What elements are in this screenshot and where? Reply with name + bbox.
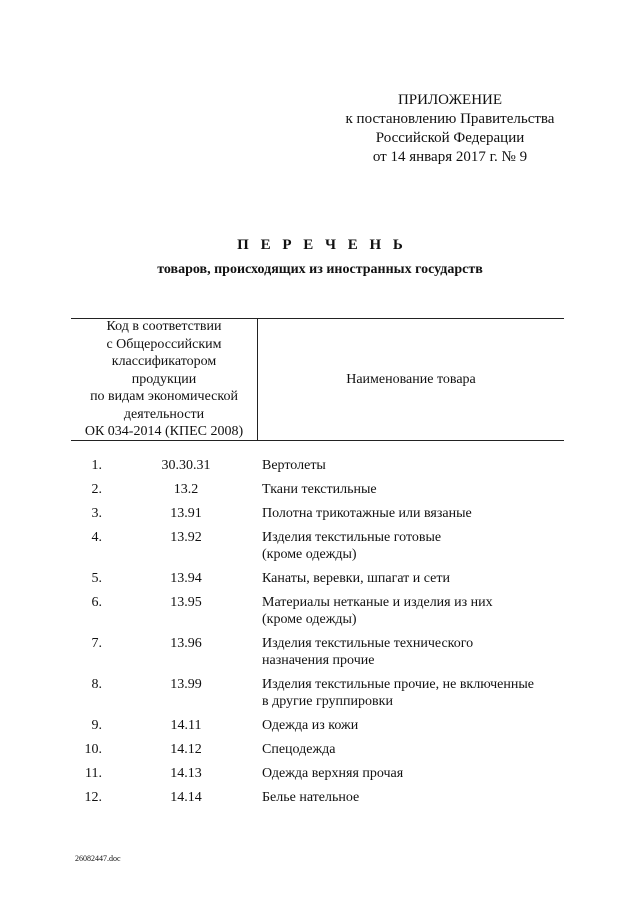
row-name-line: Изделия текстильные готовые <box>262 530 442 545</box>
header-code-line: по видам экономической <box>90 389 238 405</box>
table-row <box>0 635 640 669</box>
row-name <box>262 457 572 474</box>
header-code-line: Код в соответствии <box>106 319 222 335</box>
appendix-line-3: от 14 января 2017 г. № 9 <box>372 149 528 165</box>
row-code: 13.92 <box>170 530 202 545</box>
row-code: 13.99 <box>170 677 202 692</box>
row-code: 13.91 <box>170 506 202 521</box>
row-name-line: Ткани текстильные <box>262 482 377 497</box>
row-name <box>262 741 572 758</box>
row-name <box>262 765 572 782</box>
appendix-block <box>330 91 570 167</box>
header-code-line: ОК 034-2014 (КПЕС 2008) <box>84 424 244 440</box>
table-row <box>0 570 640 587</box>
row-name <box>262 676 572 710</box>
row-code: 13.96 <box>170 636 202 651</box>
row-name-line: Одежда из кожи <box>262 718 359 733</box>
row-code: 13.94 <box>170 571 202 586</box>
file-name: 26082447.doc <box>75 854 121 863</box>
document-subtitle: товаров, происходящих из иностранных государств <box>157 262 483 277</box>
row-number: 6. <box>91 595 102 610</box>
row-code: 13.2 <box>173 482 199 497</box>
row-name <box>262 789 572 806</box>
row-name-line: Материалы нетканые и изделия из них <box>262 595 493 610</box>
document-title: П Е Р Е Ч Е Н Ь <box>237 237 407 253</box>
table-row <box>0 481 640 498</box>
row-name <box>262 481 572 498</box>
row-name-line: Канаты, веревки, шпагат и сети <box>262 571 450 586</box>
row-number: 5. <box>91 571 102 586</box>
table-body <box>0 457 640 813</box>
row-code: 14.13 <box>170 766 202 781</box>
row-number: 4. <box>91 530 102 545</box>
appendix-line-1: к постановлению Правительства <box>345 111 555 127</box>
row-name-line: (кроме одежды) <box>262 612 357 627</box>
row-name-line: Белье нательное <box>262 790 360 805</box>
header-code-line: с Общероссийским <box>106 336 222 352</box>
row-name-line: Полотна трикотажные или вязаные <box>262 506 472 521</box>
header-code-line: классификатором <box>111 354 217 370</box>
table-row <box>0 676 640 710</box>
row-name-line: Изделия текстильные технического <box>262 636 474 651</box>
row-name <box>262 505 572 522</box>
row-name-line: Изделия текстильные прочие, не включенные <box>262 677 535 692</box>
row-name-line: назначения прочие <box>262 653 375 668</box>
appendix-line-2: Российской Федерации <box>375 130 525 146</box>
table-row <box>0 717 640 734</box>
table-row <box>0 789 640 806</box>
row-number: 7. <box>91 636 102 651</box>
header-name-column <box>258 319 564 440</box>
header-code-line: продукции <box>131 371 197 387</box>
header-code-column <box>71 319 258 440</box>
table-row <box>0 529 640 563</box>
row-number: 8. <box>91 677 102 692</box>
row-number: 9. <box>91 718 102 733</box>
row-number: 12. <box>84 790 102 805</box>
row-number: 11. <box>85 766 102 781</box>
table-row <box>0 741 640 758</box>
row-code: 14.12 <box>170 742 202 757</box>
table-row <box>0 457 640 474</box>
row-name-line: Одежда верхняя прочая <box>262 766 404 781</box>
row-name-line: Спецодежда <box>262 742 336 757</box>
row-code: 14.14 <box>170 790 202 805</box>
row-number: 10. <box>84 742 102 757</box>
row-name <box>262 635 572 669</box>
table-row <box>0 505 640 522</box>
row-code: 30.30.31 <box>161 458 211 473</box>
header-name-label: Наименование товара <box>346 371 476 387</box>
row-number: 3. <box>91 506 102 521</box>
row-name <box>262 570 572 587</box>
table-header <box>71 318 564 441</box>
row-name-line: в другие группировки <box>262 694 393 709</box>
row-name-line: Вертолеты <box>262 458 326 473</box>
row-number: 1. <box>91 458 102 473</box>
row-code: 14.11 <box>170 718 202 733</box>
header-code-line: деятельности <box>123 406 205 422</box>
row-name <box>262 594 572 628</box>
row-name-line: (кроме одежды) <box>262 547 357 562</box>
table-row <box>0 594 640 628</box>
row-name <box>262 717 572 734</box>
table-row <box>0 765 640 782</box>
row-number: 2. <box>91 482 102 497</box>
appendix-heading: ПРИЛОЖЕНИЕ <box>397 92 503 108</box>
row-code: 13.95 <box>170 595 202 610</box>
row-name <box>262 529 572 563</box>
